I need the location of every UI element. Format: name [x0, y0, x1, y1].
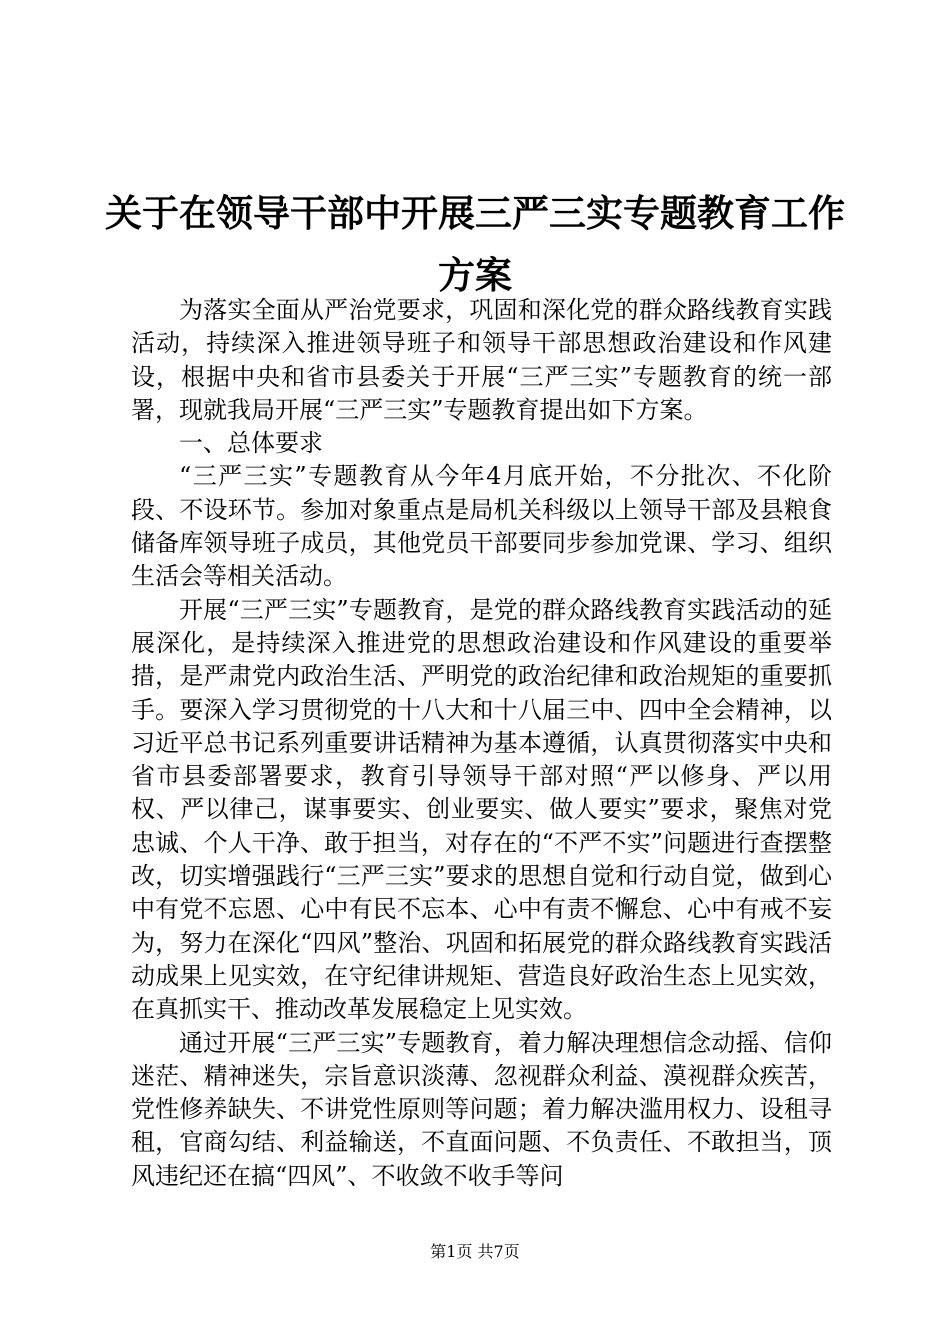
document-body — [131, 294, 832, 1193]
page-number-footer: 第1页 共7页 — [430, 1242, 520, 1261]
section-heading-general-requirements: 一、总体要求 — [179, 429, 323, 458]
document-title: 关于在领导干部中开展三严三实专题教育工作方案 — [105, 192, 845, 297]
paragraph-significance: 开展“三严三实”专题教育，是党的群众路线教育实践活动的延展深化，是持续深入推进党的思想政治建设和作风建设的重要举措，是严肃党内政治生活、严明党的政治纪律和政治规矩的重要抓手。要深入学习贯彻党的十八大和十八届三中、四中全会精神，以习近平总书记系列重要讲话精神为基本遵循，认真贯彻落实中央和省市县委部署要求，教育引导领导干部对照“严以修身、严以用权、严以律己，谋事要实、创业要实、做人要实”要求，聚焦对党忠诚、个人干净、敢于担当，对存在的“不严不实”问题进行查摆整改，切实增强践行“三严三实”要求的思想自觉和行动自觉，做到心中有党不忘恩、心中有民不忘本、心中有责不懈怠、心中有戒不妄为，努力在深化“四风”整治、巩固和拓展党的群众路线教育实践活动成果上见实效，在守纪律讲规矩、营造良好政治生态上见实效，在真抓实干、推动改革发展稳定上见实效。 — [131, 595, 832, 1024]
paragraph-goals: 通过开展“三严三实”专题教育，着力解决理想信念动摇、信仰迷茫、精神迷失，宗旨意识淡薄、忽视群众利益、漠视群众疾苦，党性修养缺失、不讲党性原则等问题；着力解决滥用权力、设租寻租，官商勾结、利益输送，不直面问题、不负责任、不敢担当，顶风违纪还在搞“四风”、不收敛不收手等问 — [131, 1028, 832, 1190]
paragraph-scope: “三严三实”专题教育从今年4月底开始，不分批次、不化阶段、不设环节。参加对象重点是局机关科级以上领导干部及县粮食储备库领导班子成员，其他党员干部要同步参加党课、学习、组织生活会等相关活动。 — [131, 462, 832, 591]
paragraph-intro: 为落实全面从严治党要求，巩固和深化党的群众路线教育实践活动，持续深入推进领导班子和领导干部思想政治建设和作风建设，根据中央和省市县委关于开展“三严三实”专题教育的统一部署，现就我局开展“三严三实”专题教育提出如下方案。 — [131, 296, 832, 424]
